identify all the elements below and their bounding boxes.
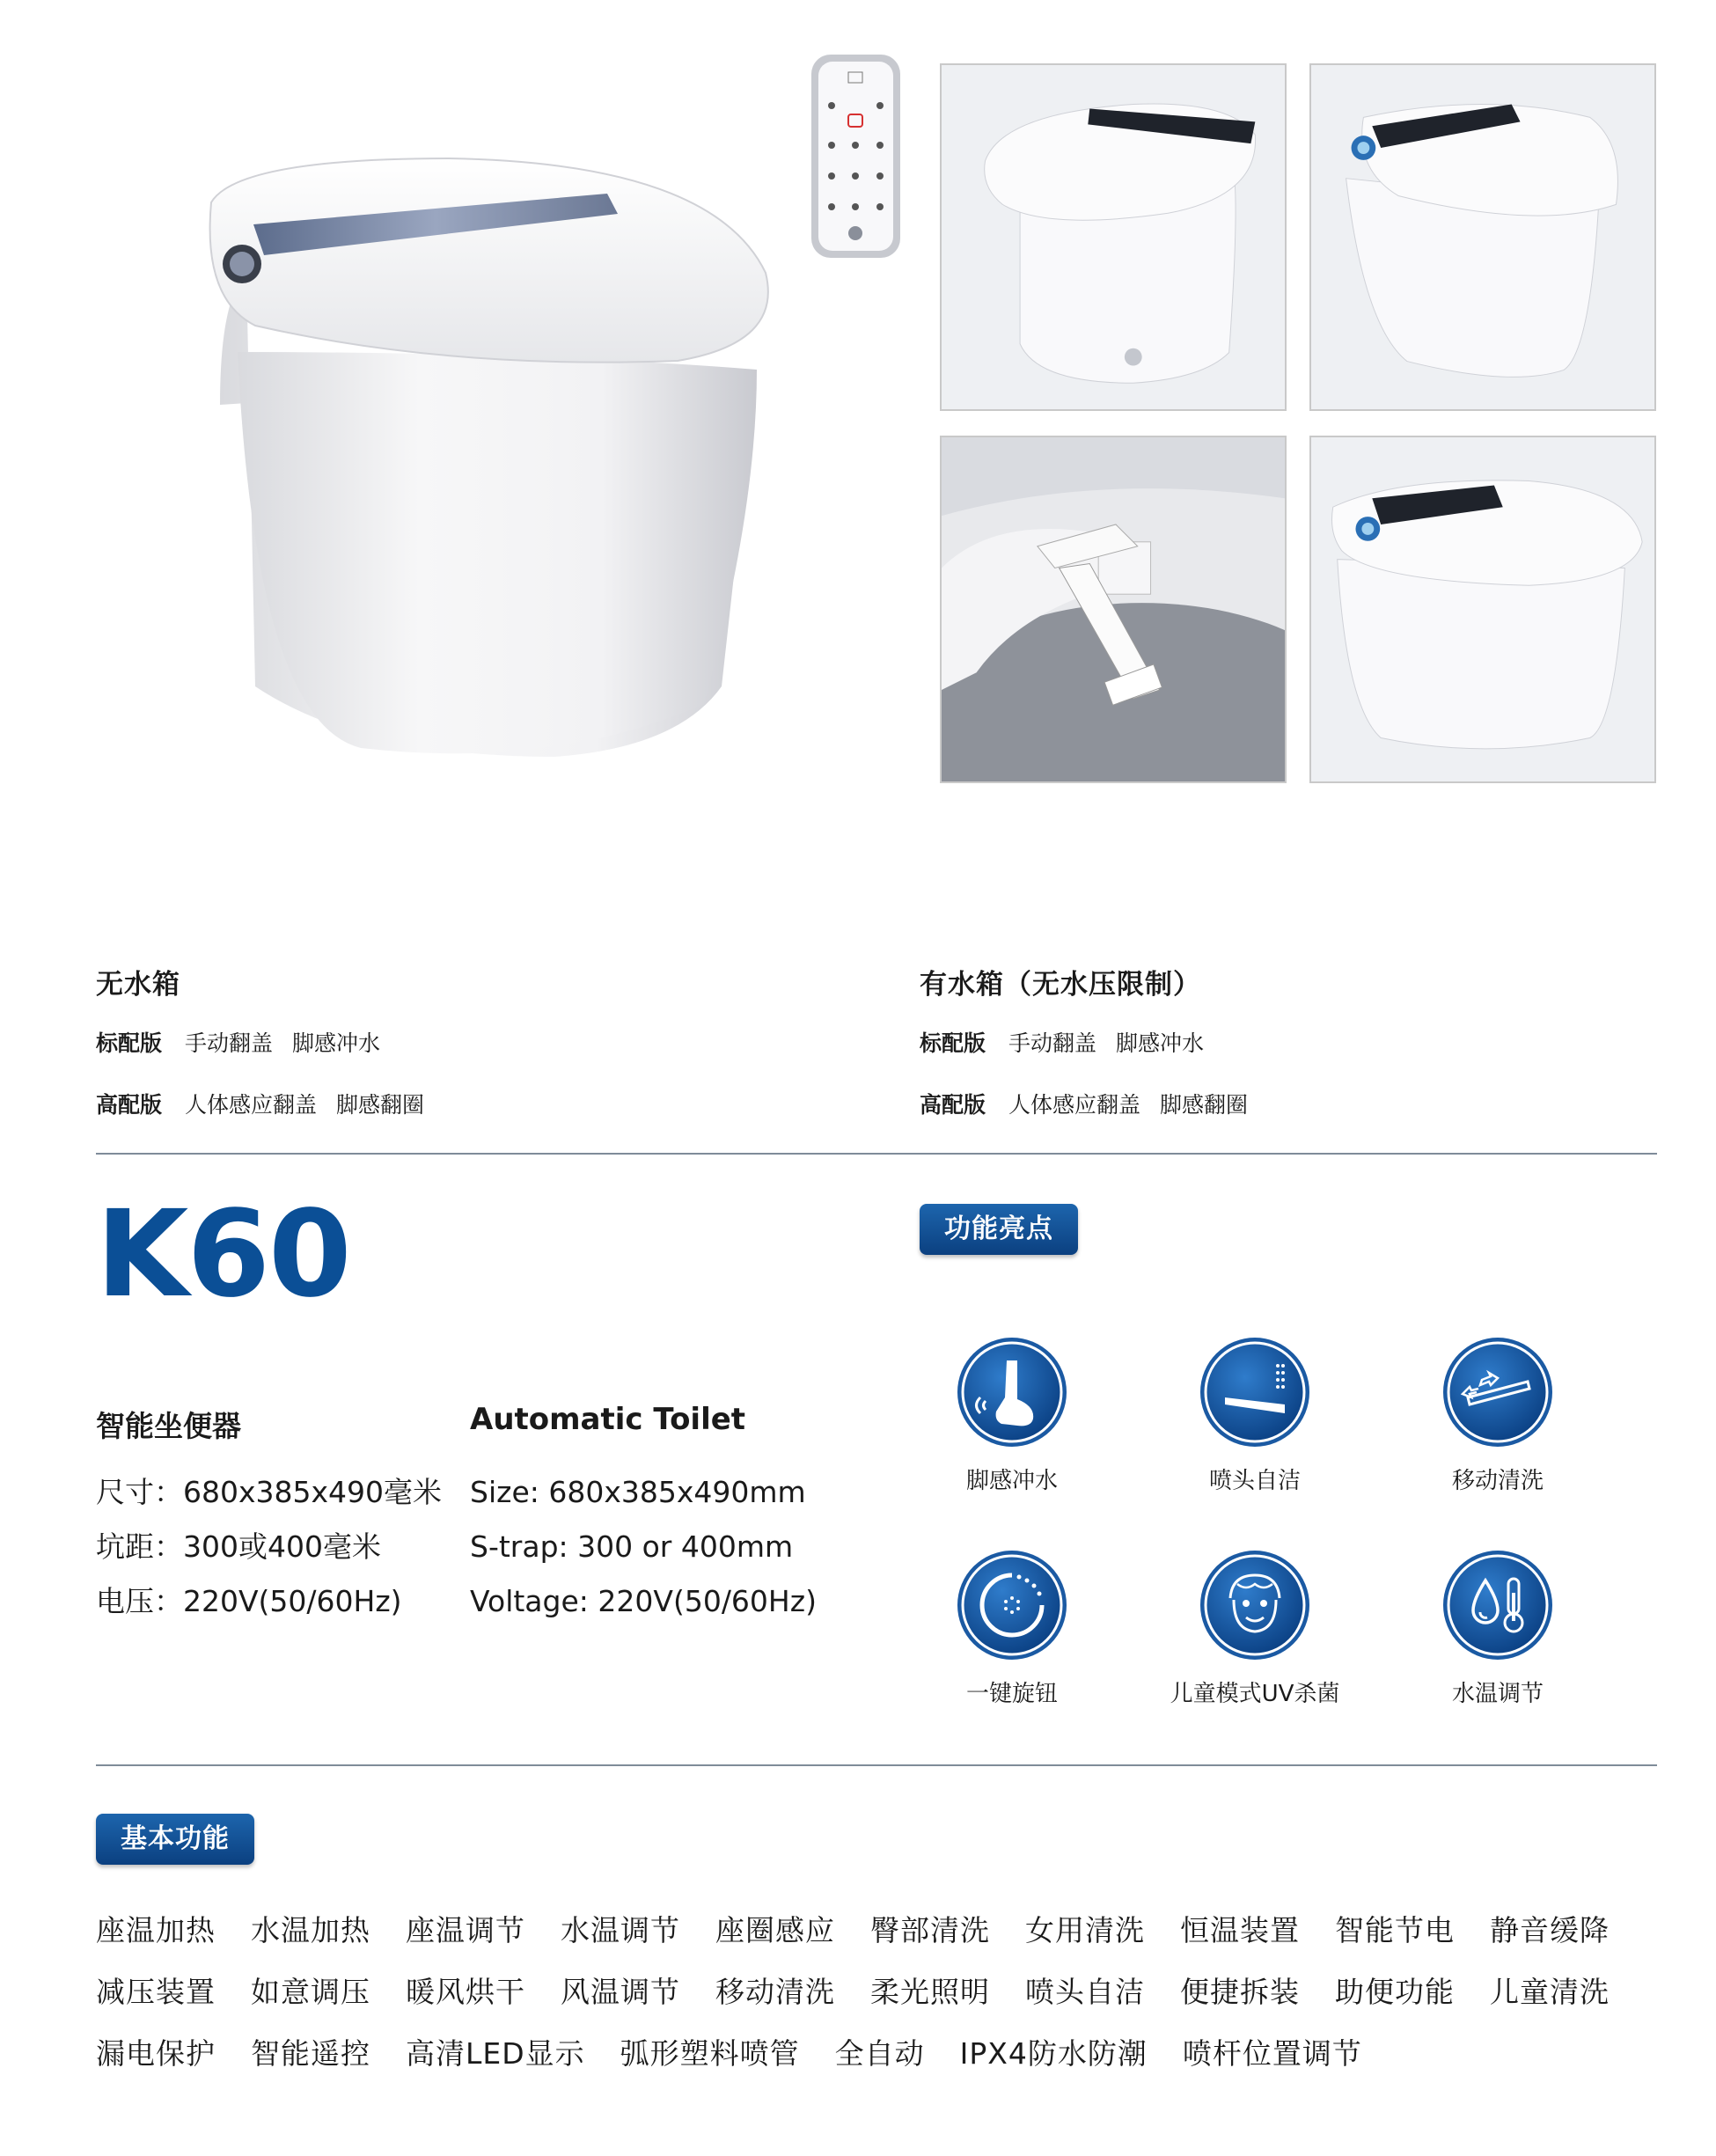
variant-with-tank-title: 有水箱（无水压限制） [920, 969, 1201, 1001]
feature-label: 移动清洗 [1451, 1468, 1544, 1494]
feature-text: 脚感翻圈 [336, 1092, 425, 1118]
spec-voltage-cn: 电压：220V(50/60Hz) [96, 1584, 402, 1618]
nozzle-closeup-photo [940, 436, 1287, 783]
function-item: 风温调节 [561, 1975, 680, 2009]
function-item: 便捷拆装 [1180, 1975, 1300, 2009]
variant-with-tank-premium [920, 1088, 1267, 1119]
function-item: 柔光照明 [870, 1975, 990, 2009]
function-item: 全自动 [834, 2036, 925, 2071]
function-item: 移动清洗 [715, 1975, 835, 2009]
feature-child-uv [1158, 1549, 1352, 1708]
feature-text: 人体感应翻盖 [1008, 1092, 1141, 1118]
function-item: 漏电保护 [96, 2036, 216, 2071]
nozzle-clean-icon [1199, 1336, 1311, 1448]
function-item: 高清LED显示 [406, 2036, 585, 2071]
function-row-2 [96, 1969, 1645, 2011]
function-item: 智能节电 [1335, 1913, 1455, 1947]
function-item: 减压装置 [96, 1975, 216, 2009]
feature-one-key-knob [915, 1549, 1109, 1708]
function-item: 智能遥控 [251, 2036, 370, 2071]
feature-water-temp [1401, 1549, 1595, 1708]
feature-foot-flush [915, 1336, 1109, 1495]
model-number: K60 [96, 1185, 350, 1324]
main-product-photo [185, 141, 801, 774]
divider-bottom [96, 1764, 1657, 1766]
feature-text: 脚感冲水 [1116, 1030, 1205, 1056]
function-item: 喷杆位置调节 [1182, 2036, 1362, 2071]
spec-size-cn: 尺寸：680x385x490毫米 [96, 1475, 443, 1509]
feature-text: 手动翻盖 [1008, 1030, 1097, 1056]
function-row-3 [96, 2031, 1397, 2072]
premium-label: 高配版 [96, 1092, 163, 1118]
moving-wash-icon [1441, 1336, 1554, 1448]
spec-trap-cn: 坑距：300或400毫米 [96, 1529, 381, 1564]
function-item: 水温调节 [561, 1913, 680, 1947]
basic-functions-tag: 基本功能 [96, 1814, 254, 1865]
function-item: 喷头自洁 [1025, 1975, 1145, 2009]
divider-top [96, 1153, 1657, 1155]
remote-control-photo [810, 53, 902, 260]
spec-voltage-en: Voltage: 220V(50/60Hz) [470, 1584, 817, 1618]
product-name-en: Automatic Toilet [470, 1402, 746, 1437]
feature-label: 脚感冲水 [965, 1468, 1058, 1494]
variant-with-tank-standard [920, 1026, 1223, 1058]
variant-no-tank-standard [96, 1026, 400, 1058]
foot-icon [956, 1336, 1068, 1448]
standard-label: 标配版 [96, 1030, 163, 1056]
highlights-tag: 功能亮点 [920, 1204, 1078, 1255]
product-name-cn: 智能坐便器 [96, 1409, 241, 1443]
function-item: 暖风烘干 [406, 1975, 525, 2009]
feature-nozzle-clean [1158, 1336, 1352, 1495]
function-item: 如意调压 [251, 1975, 370, 2009]
side-view-photo-1 [940, 63, 1287, 411]
front-view-photo [1309, 436, 1656, 783]
spec-size-en: Size: 680x385x490mm [470, 1475, 806, 1509]
feature-text: 人体感应翻盖 [185, 1092, 318, 1118]
feature-moving-wash [1401, 1336, 1595, 1495]
feature-text: 脚感冲水 [292, 1030, 381, 1056]
function-item: 座温调节 [406, 1913, 525, 1947]
function-item: 臀部清洗 [870, 1913, 990, 1947]
function-item: 女用清洗 [1025, 1913, 1145, 1947]
thermometer-icon [1441, 1549, 1554, 1661]
feature-text: 脚感翻圈 [1160, 1092, 1249, 1118]
specs-en [470, 1465, 817, 1629]
function-item: IPX4防水防潮 [959, 2036, 1148, 2071]
function-item: 恒温装置 [1180, 1913, 1300, 1947]
feature-label: 儿童模式UV杀菌 [1170, 1681, 1340, 1707]
feature-label: 喷头自洁 [1208, 1468, 1301, 1494]
feature-text: 手动翻盖 [185, 1030, 274, 1056]
specs-cn [96, 1465, 442, 1629]
standard-label: 标配版 [920, 1030, 986, 1056]
spec-trap-en: S-trap: 300 or 400mm [470, 1529, 794, 1564]
function-item: 水温加热 [251, 1913, 370, 1947]
premium-label: 高配版 [920, 1092, 986, 1118]
function-item: 儿童清洗 [1490, 1975, 1610, 2009]
function-row-1 [96, 1908, 1645, 1949]
feature-label: 水温调节 [1451, 1681, 1544, 1707]
variant-no-tank-title: 无水箱 [96, 969, 180, 1001]
function-item: 静音缓降 [1490, 1913, 1610, 1947]
child-face-icon [1199, 1549, 1311, 1661]
side-view-photo-2 [1309, 63, 1656, 411]
function-item: 弧形塑料喷管 [620, 2036, 800, 2071]
function-item: 座圈感应 [715, 1913, 835, 1947]
knob-icon [956, 1549, 1068, 1661]
function-item: 座温加热 [96, 1913, 216, 1947]
variant-no-tank-premium [96, 1088, 444, 1119]
function-item: 助便功能 [1335, 1975, 1455, 2009]
feature-label: 一键旋钮 [965, 1681, 1058, 1707]
